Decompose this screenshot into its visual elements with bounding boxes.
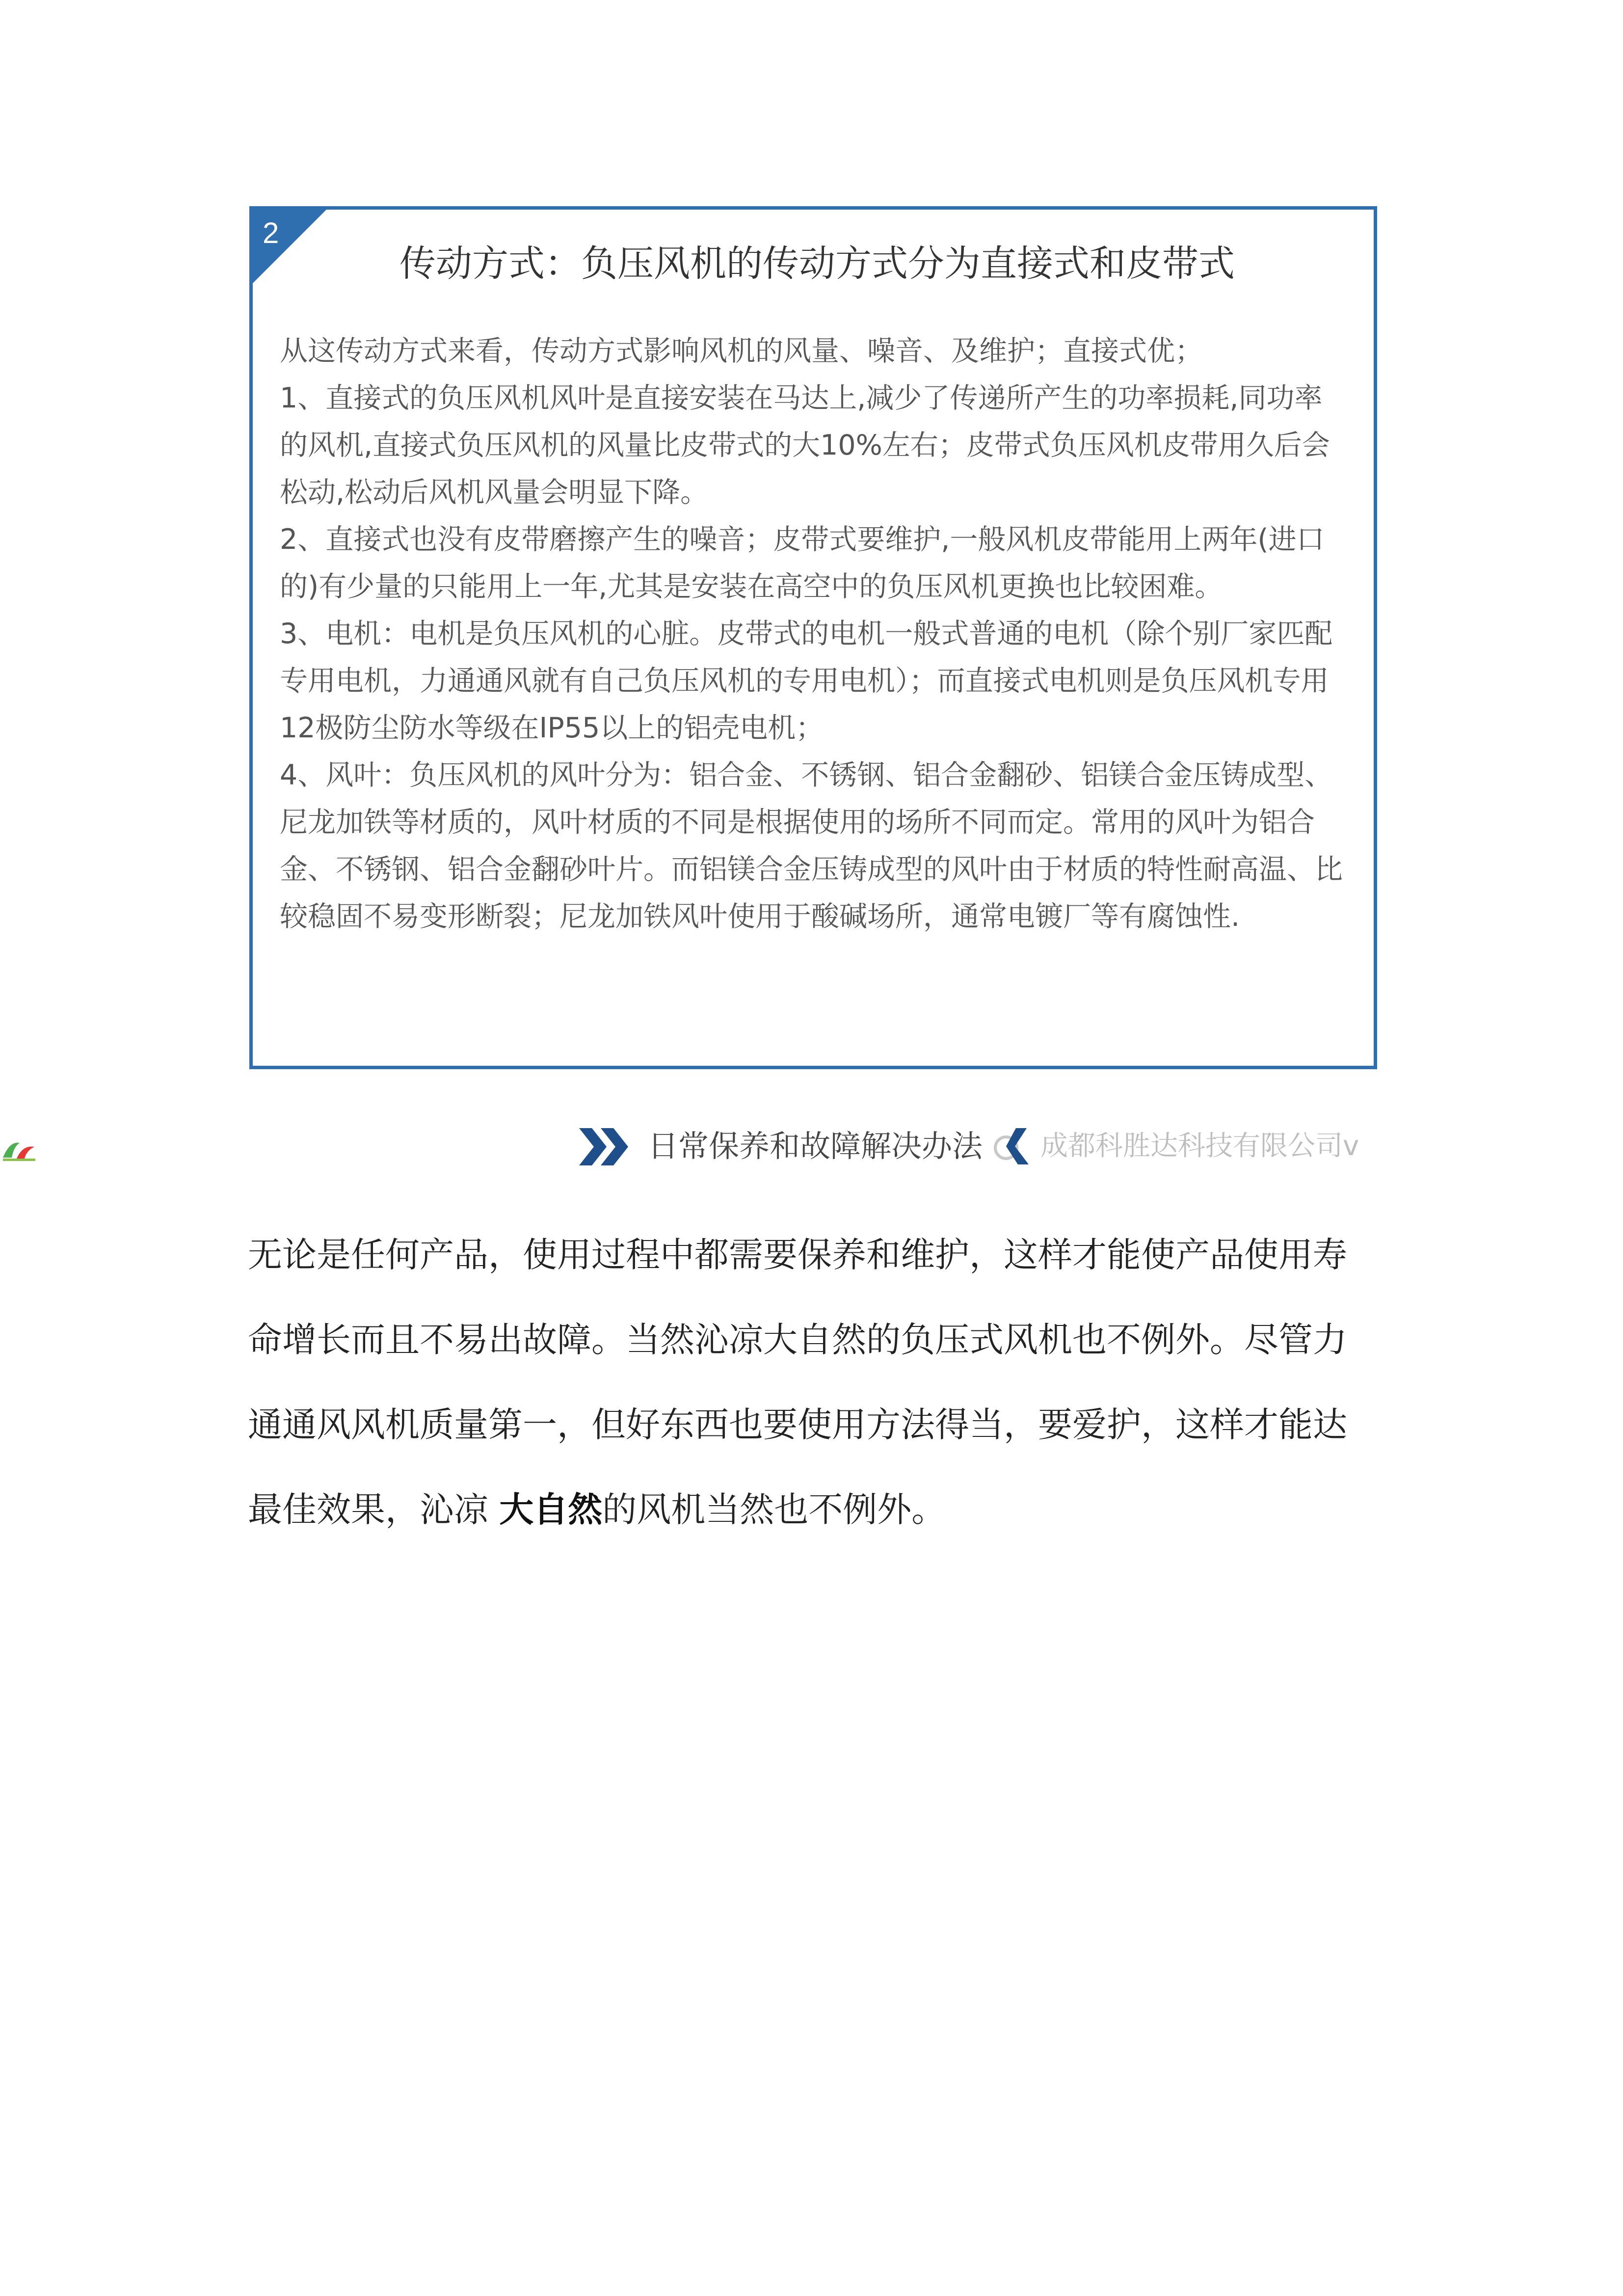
- section-title: 日常保养和故障解决办法: [648, 1128, 983, 1164]
- card-line: 从这传动方式来看，传动方式影响风机的风量、噪音、及维护；直接式优；: [280, 335, 1203, 367]
- card-number: 2: [263, 216, 279, 249]
- card-line: 2、直接式也没有皮带磨擦产生的噪音；皮带式要维护,一般风机皮带能用上两年(进口的)有少量的只能用上一年,尤其是安装在高空中的负压风机更换也比较困难。: [280, 523, 1325, 603]
- card-line: 1、直接式的负压风机风叶是直接安装在马达上,减少了传递所产生的功率损耗,同功率的风机,直接式负压风机的风量比皮带式的大10%左右；皮带式负压风机皮带用久后会松动,松动后风机风量会明显下降。: [280, 382, 1330, 509]
- highlight-text: 大自然: [499, 1489, 603, 1530]
- card-line: 4、风叶：负压风机的风叶分为：铝合金、不锈钢、铝合金翻砂、铝镁合金压铸成型、尼龙加铁等材质的，风叶材质的不同是根据使用的场所不同而定。常用的风叶为铝合金、不锈钢、铝合金翻砂叶片。而铝镁合金压铸成型的风叶由于材质的特性耐高温、比较稳固不易变形断裂；尼龙加铁风叶使用于酸碱场所，通常电镀厂等有腐蚀性.: [280, 759, 1343, 933]
- paragraph-text: 无论是任何产品，使用过程中都需要保养和维护，这样才能使产品使用寿命增长而且不易出故障。当然沁凉大自然的负压式风机也不例外。尽管力通通风风机质量第一，但好东西也要使用方法得当，要爱护，这样才能达最佳效果，沁凉: [248, 1235, 1347, 1530]
- card-line: 3、电机：电机是负压风机的心脏。皮带式的电机一般式普通的电机（除个别厂家匹配专用电机，力通通风就有自己负压风机的专用电机）；而直接式电机则是负压风机专用12极防尘防水等级在IP55以上的铝壳电机；: [280, 618, 1333, 744]
- card-title: 传动方式：负压风机的传动方式分为直接式和皮带式: [399, 243, 1235, 285]
- watermark-text: 成都科胜达科技有限公司v: [1040, 1130, 1359, 1162]
- paragraph-text-end: 的风机当然也不例外。: [602, 1489, 946, 1530]
- card-body: [280, 327, 1350, 940]
- side-logo-icon: [0, 1138, 39, 1162]
- double-chevron-icon: [579, 1128, 633, 1165]
- company-logo-icon: [991, 1125, 1036, 1167]
- body-paragraph: [248, 1213, 1377, 1552]
- section-header: [579, 1119, 1374, 1173]
- info-card: [249, 206, 1377, 1069]
